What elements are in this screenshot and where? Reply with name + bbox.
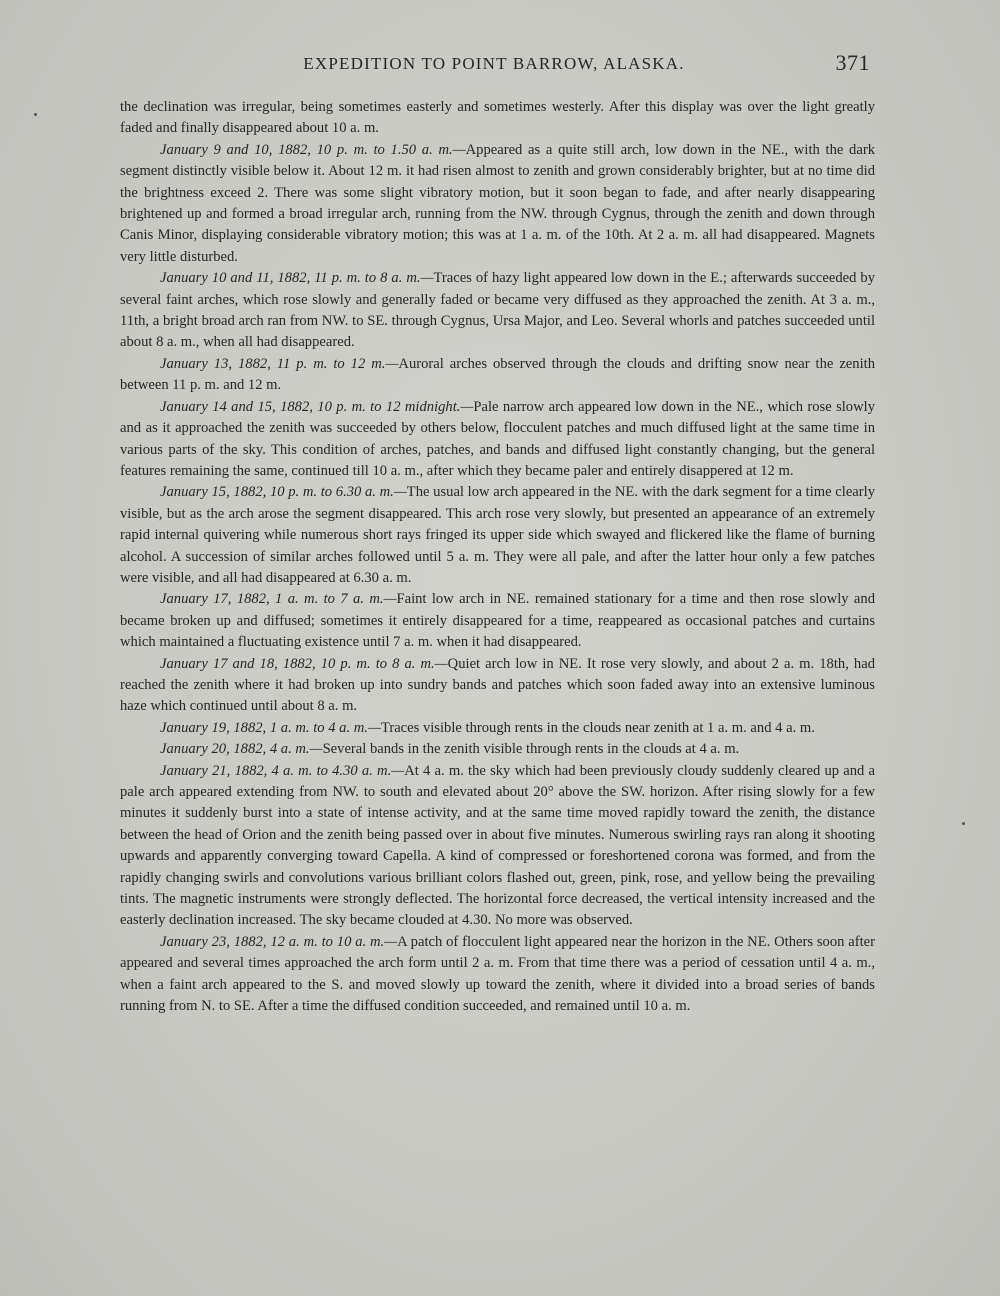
paragraph-text: Traces of hazy light appeared low down in the E.; afterwards succeeded by several faint arches, which rose slowly and generally faded or became very diffused as they approached the zenith. At 3 a. m., 11th, a bright broad arch ran from NW. to SE. through Cygnus, Ursa Major, and Leo. Several whorls and patches succeeded until about 8 a. m., when all had disappeared.: [120, 270, 875, 351]
entry-heading: January 20, 1882, 4 a. m.—: [160, 741, 323, 758]
paragraph: [120, 482, 875, 589]
entry-heading: January 15, 1882, 10 p. m. to 6.30 a. m.—: [160, 484, 407, 501]
entry-heading: January 10 and 11, 1882, 11 p. m. to 8 a. m.—: [160, 270, 434, 287]
paragraph-text: Pale narrow arch appeared low down in the NE., which rose slowly and as it approached the zenith was succeeded by others below, flocculent patches and much diffused light at the same time in various parts of the sky. This condition of arches, patches, and bands and diffused light constantly changing, but the general features remaining the same, continued till 10 a. m., after which they became paler and entirely disappered at 12 m.: [120, 398, 875, 479]
paragraph-text: At 4 a. m. the sky which had been previously cloudy suddenly cleared up and a pale arch appeared extending from NW. to south and elevated about 20° above the SW. horizon. After rising slowly for a few minutes it suddenly burst into a state of intense activity, and at the same time moved rapidly toward the zenith, the distance between the head of Orion and the zenith being passed over in about five minutes. Numerous swirling rays ran along it shooting upwards and apparently converging toward Capella. A kind of compressed or foreshortened corona was formed, and from the rapidly changing swirls and convolutions various brilliant colors flashed out, green, pink, rose, and yellow being the prevailing tints. The magnetic instruments were strongly deflected. The horizontal force decreased, the vertical intensity increased and the easterly declination increased. The sky became clouded at 4.30. No more was observed.: [120, 762, 876, 929]
entry-heading: January 17 and 18, 1882, 10 p. m. to 8 a. m.—: [160, 655, 448, 672]
paragraph-text: the declination was irregular, being sometimes easterly and sometimes westerly. After this display was over the light greatly faded and finally disappeared about 10 a. m.: [120, 99, 875, 137]
paragraph: [120, 589, 875, 653]
paragraph: [120, 739, 875, 760]
paragraph-text: Faint low arch in NE. remained stationary for a time and then rose slowly and became broken up and diffused; sometimes it entirely disappeared for a time, reappeared as occasional patches and curtains which maintained a fluctuating existence until 7 a. m. when it had disappeared.: [120, 591, 875, 651]
margin-dot: [962, 822, 965, 825]
paragraph-text: Quiet arch low in NE. It rose very slowly, and about 2 a. m. 18th, had reached the zenith where it had broken up into sundry bands and patches which soon faded away into an extensive luminous haze which continued until about 8 a. m.: [120, 655, 875, 715]
entry-heading: January 13, 1882, 11 p. m. to 12 m.—: [160, 355, 399, 372]
paragraph: [120, 97, 875, 140]
paragraph-text: The usual low arch appeared in the NE. with the dark segment for a time clearly visible, but as the arch arose the segment disappeared. This arch rose very slowly, but presented an appearance of an extremely rapid internal quivering while numerous short rays fringed its upper side which swayed and flickered like the flame of burning alcohol. A succession of similar arches followed until 5 a. m. They were all pale, and after the latter hour only a few patches were visible, and all had disappeared at 6.30 a. m.: [120, 484, 875, 586]
margin-dot: [34, 113, 37, 116]
paragraph: [120, 397, 875, 483]
entry-heading: January 17, 1882, 1 a. m. to 7 a. m.—: [160, 591, 397, 608]
entry-heading: January 9 and 10, 1882, 10 p. m. to 1.50 a. m.—: [160, 141, 466, 158]
entry-heading: January 21, 1882, 4 a. m. to 4.30 a. m.—: [160, 762, 405, 779]
paragraph: [120, 718, 875, 739]
paragraph-text: Traces visible through rents in the clouds near zenith at 1 a. m. and 4 a. m.: [380, 719, 815, 736]
running-title: EXPEDITION TO POINT BARROW, ALASKA.: [303, 54, 685, 73]
paragraph: [120, 140, 875, 268]
running-header: [118, 50, 870, 80]
paragraph-text: A patch of flocculent light appeared near the horizon in the NE. Others soon after appeared and several times approached the arch form until 2 a. m. From that time there was a period of cessation until 4 a. m., when a faint arch appeared to the S. and moved slowly up toward the zenith, where it divided into a broad series of bands running from N. to SE. After a time the diffused condition succeeded, and remained until 10 a. m.: [120, 933, 875, 1015]
body-text: [120, 97, 875, 1017]
paragraph: [120, 654, 875, 718]
paragraph-text: Appeared as a quite still arch, low down in the NE., with the dark segment distinctly visible below it. About 12 m. it had risen almost to zenith and grown considerably brighter, but at no time did the brightness exceed 2. There was some slight vibratory motion, but it soon began to fade, and after nearly disappearing brightened up and formed a broad irregular arch, running from the NW. through Cygnus, through the zenith and down through Canis Minor, displaying considerable vibratory motion; this was at 1 a. m. of the 10th. At 2 a. m. all had disappeared. Magnets very little disturbed.: [120, 141, 875, 265]
paragraph-text: Several bands in the zenith visible through rents in the clouds at 4 a. m.: [322, 741, 740, 758]
paragraph-text: Auroral arches observed through the clouds and drifting snow near the zenith between 11 p. m. and 12 m.: [120, 355, 875, 394]
paragraph: [120, 268, 875, 354]
paragraph: [120, 932, 875, 1018]
entry-heading: January 19, 1882, 1 a. m. to 4 a. m.—: [160, 719, 381, 736]
page-number: 371: [835, 50, 870, 75]
paragraph: [120, 354, 875, 397]
entry-heading: January 23, 1882, 12 a. m. to 10 a. m.—: [160, 933, 398, 950]
entry-heading: January 14 and 15, 1882, 10 p. m. to 12 midnight.—: [160, 398, 474, 415]
paragraph: [120, 761, 875, 932]
